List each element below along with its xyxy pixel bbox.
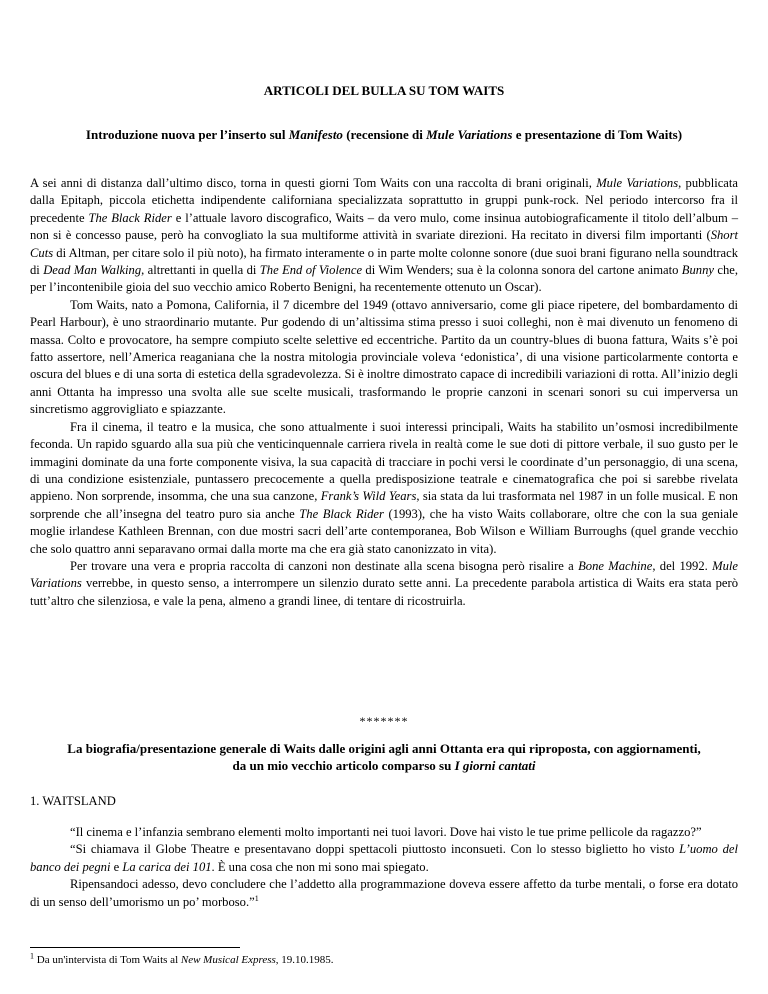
heading-text: La biografia/presentazione generale di Waits dalle origini agli anni Ottanta era qui riproposta, con aggiornamenti, da un mio vecchio articolo comparso su bbox=[67, 741, 701, 773]
footnote-number: 1 bbox=[30, 951, 34, 961]
intro-paragraph-2: Tom Waits, nato a Pomona, California, il 7 dicembre del 1949 (ottavo anniversario, come gli piace ripetere, del bombardamento di Pearl Harbour), è uno straordinario mutante. Pur godendo di un’altissima stima presso i suoi colleghi, non è mai divenuto un fenomeno di massa. Colto e provocatore, ha sempre compiuto scelte selettive ed eccentriche. Partito da un country-blues di buona fattura, Waits s’è poi fatto assertore, nell’America reaganiana che la nostra mitologia provinciale voleva ‘edonistica’, di una visione particolarmente contorta e oscura del blues e di una sorta di estetica della sgradevolezza. Si è inoltre dimostrato capace di incredibili variazioni di rotta. All’inizio degli anni Ottanta ha impresso una svolta alle sue scelte musicali, trasformando le proprie canzoni in scenari sonori su cui imperversa un sincretismo aggrovigliato e spiazzante. bbox=[30, 297, 738, 417]
text-run: e bbox=[110, 859, 123, 874]
interview-question: “Il cinema e l’infanzia sembrano elementi molto importanti nei tuoi lavori. Dove hai visto le tue prime pellicole da ragazzo?” bbox=[70, 825, 702, 839]
interview-section bbox=[30, 824, 738, 911]
interview-answer-2 bbox=[30, 876, 738, 911]
document-subtitle bbox=[80, 126, 688, 143]
section-separator: ******* bbox=[359, 714, 409, 728]
subtitle-italic: Mule Variations bbox=[426, 127, 513, 142]
text-run: di Altman, per citare solo il più noto), ha firmato interamente o in parte molte colonne sonore (due suoi brani figurano nella soundtrack di bbox=[30, 245, 738, 278]
text-run: (1993), che ha visto Waits collaborare, oltre che con la sua geniale moglie irlandese Kathleen Brennan, con due mostri sacri dell’arte contemporanea, Bob Wilson e William Burroughs (quel grande vecchio che solo quattro anni separavano ormai dalla morte ma che era già stato canonizzato in vita). bbox=[30, 506, 738, 556]
text-run: Da un'intervista di Tom Waits al bbox=[34, 954, 181, 966]
subtitle-text: Introduzione nuova per l’inserto sul bbox=[85, 127, 289, 142]
subtitle-text: e presentazione di Tom Waits) bbox=[512, 127, 683, 142]
text-run: Per trovare una vera e propria raccolta di canzoni non destinate alla scena bisogna però risalire a bbox=[70, 558, 579, 573]
text-run: , pubblicata dalla Epitaph, piccola etichetta indipendente californiana specializzata soprattutto in gruppi punk-rock. Nel periodo intercorso fra il precedente bbox=[30, 176, 738, 225]
text-run: , sia stata da lui trasformata nel 1987 in un folle musical. E non sorprende che all’insegna del teatro puro sia anche bbox=[30, 489, 738, 521]
footnote-divider bbox=[30, 947, 240, 948]
album-title: Mule Variations bbox=[596, 176, 679, 190]
text-run: verrebbe, in questo senso, a interrompere un silenzio durato sette anni. La precedente parabola artistica di Waits era stata però tutt’altro che silenziosa, e vale la pena, almeno a grandi linee, di tentare di ricostruirla. bbox=[30, 576, 738, 608]
publication-title: I giorni cantati bbox=[454, 758, 536, 773]
intro-section bbox=[30, 175, 738, 610]
text-run: , del 1992. bbox=[652, 558, 713, 573]
footnote bbox=[30, 953, 738, 967]
song-title: Frank’s Wild Years bbox=[320, 489, 417, 504]
film-title: The End of Violence bbox=[259, 263, 363, 278]
intro-paragraph-3 bbox=[30, 419, 738, 558]
album-title: Mule Variations bbox=[30, 558, 738, 591]
section-heading bbox=[60, 740, 708, 774]
text-run: , altrettanti in quella di bbox=[141, 263, 260, 278]
text-run: che, per l’incontenibile gioia del suo vecchio amico Roberto Benigni, ha recentemente ottenuto un Oscar). bbox=[30, 263, 738, 295]
text-run: e l’attuale lavoro discografico, Waits – da vero mulo, come insinua autobiograficamente il titolo dell’album – non si è concesso pause, però ha convogliato la sua multiforme attività in svariate direzioni. Ha recitato in diversi film importanti ( bbox=[30, 210, 738, 243]
text-run: di Wim Wenders; sua è la colonna sonora del cartone animato bbox=[362, 263, 682, 278]
album-title: The Black Rider bbox=[88, 210, 172, 225]
film-title: Dead Man Walking bbox=[43, 263, 142, 278]
footnote-reference[interactable]: 1 bbox=[254, 893, 259, 903]
album-title: The Black Rider bbox=[299, 506, 384, 521]
intro-paragraph-1 bbox=[30, 175, 738, 297]
text-run: Ripensandoci adesso, devo concludere che l’addetto alla programmazione doveva essere affetto da turbe mentali, o forse era dotato di un senso dell’umorismo un po’ morboso.” bbox=[30, 877, 738, 909]
intro-paragraph-4 bbox=[30, 558, 738, 610]
album-title: Bone Machine bbox=[578, 558, 653, 573]
film-title: La carica dei 101 bbox=[122, 859, 212, 874]
interview-answer-1 bbox=[30, 841, 738, 876]
text-run: , 19.10.1985. bbox=[275, 954, 334, 966]
film-title: Short Cuts bbox=[30, 228, 738, 260]
publication-title: New Musical Express bbox=[180, 954, 276, 966]
text-run: Fra il cinema, il teatro e la musica, che sono attualmente i suoi interessi principali, Waits ha stabilito un’osmosi incredibilmente feconda. Un rapido sguardo alla sua più che venticinquennale carriera rivela in realtà come le sue doti di pittore verbale, il suo gusto per le immagini dominate da una forte componente visiva, la sua capacità di tracciare in pochi versi le coordinate d’un personaggio, di una scena, di una condizione esistenziale, puntassero precocemente a quella predisposizione teatrale e cinematografica che poi si sarebbe rivelata appieno. Non sorprende, insomma, che una sua canzone, bbox=[30, 419, 738, 504]
chapter-title: 1. WAITSLAND bbox=[30, 794, 116, 808]
film-title: Bunny bbox=[681, 263, 714, 278]
subtitle-text: (recensione di bbox=[342, 127, 427, 142]
document-title: ARTICOLI DEL BULLA SU TOM WAITS bbox=[263, 83, 505, 98]
text-run: A sei anni di distanza dall’ultimo disco, torna in questi giorni Tom Waits con una raccolta di brani originali, bbox=[30, 176, 597, 190]
subtitle-italic: Manifesto bbox=[288, 127, 343, 142]
text-run: “Si chiamava il Globe Theatre e presentavano doppi spettacoli piuttosto inconsueti. Con lo stesso biglietto ho visto bbox=[70, 842, 680, 857]
film-title: L’uomo del banco dei pegni bbox=[30, 842, 738, 874]
text-run: . È una cosa che non mi sono mai spiegato. bbox=[211, 859, 429, 874]
